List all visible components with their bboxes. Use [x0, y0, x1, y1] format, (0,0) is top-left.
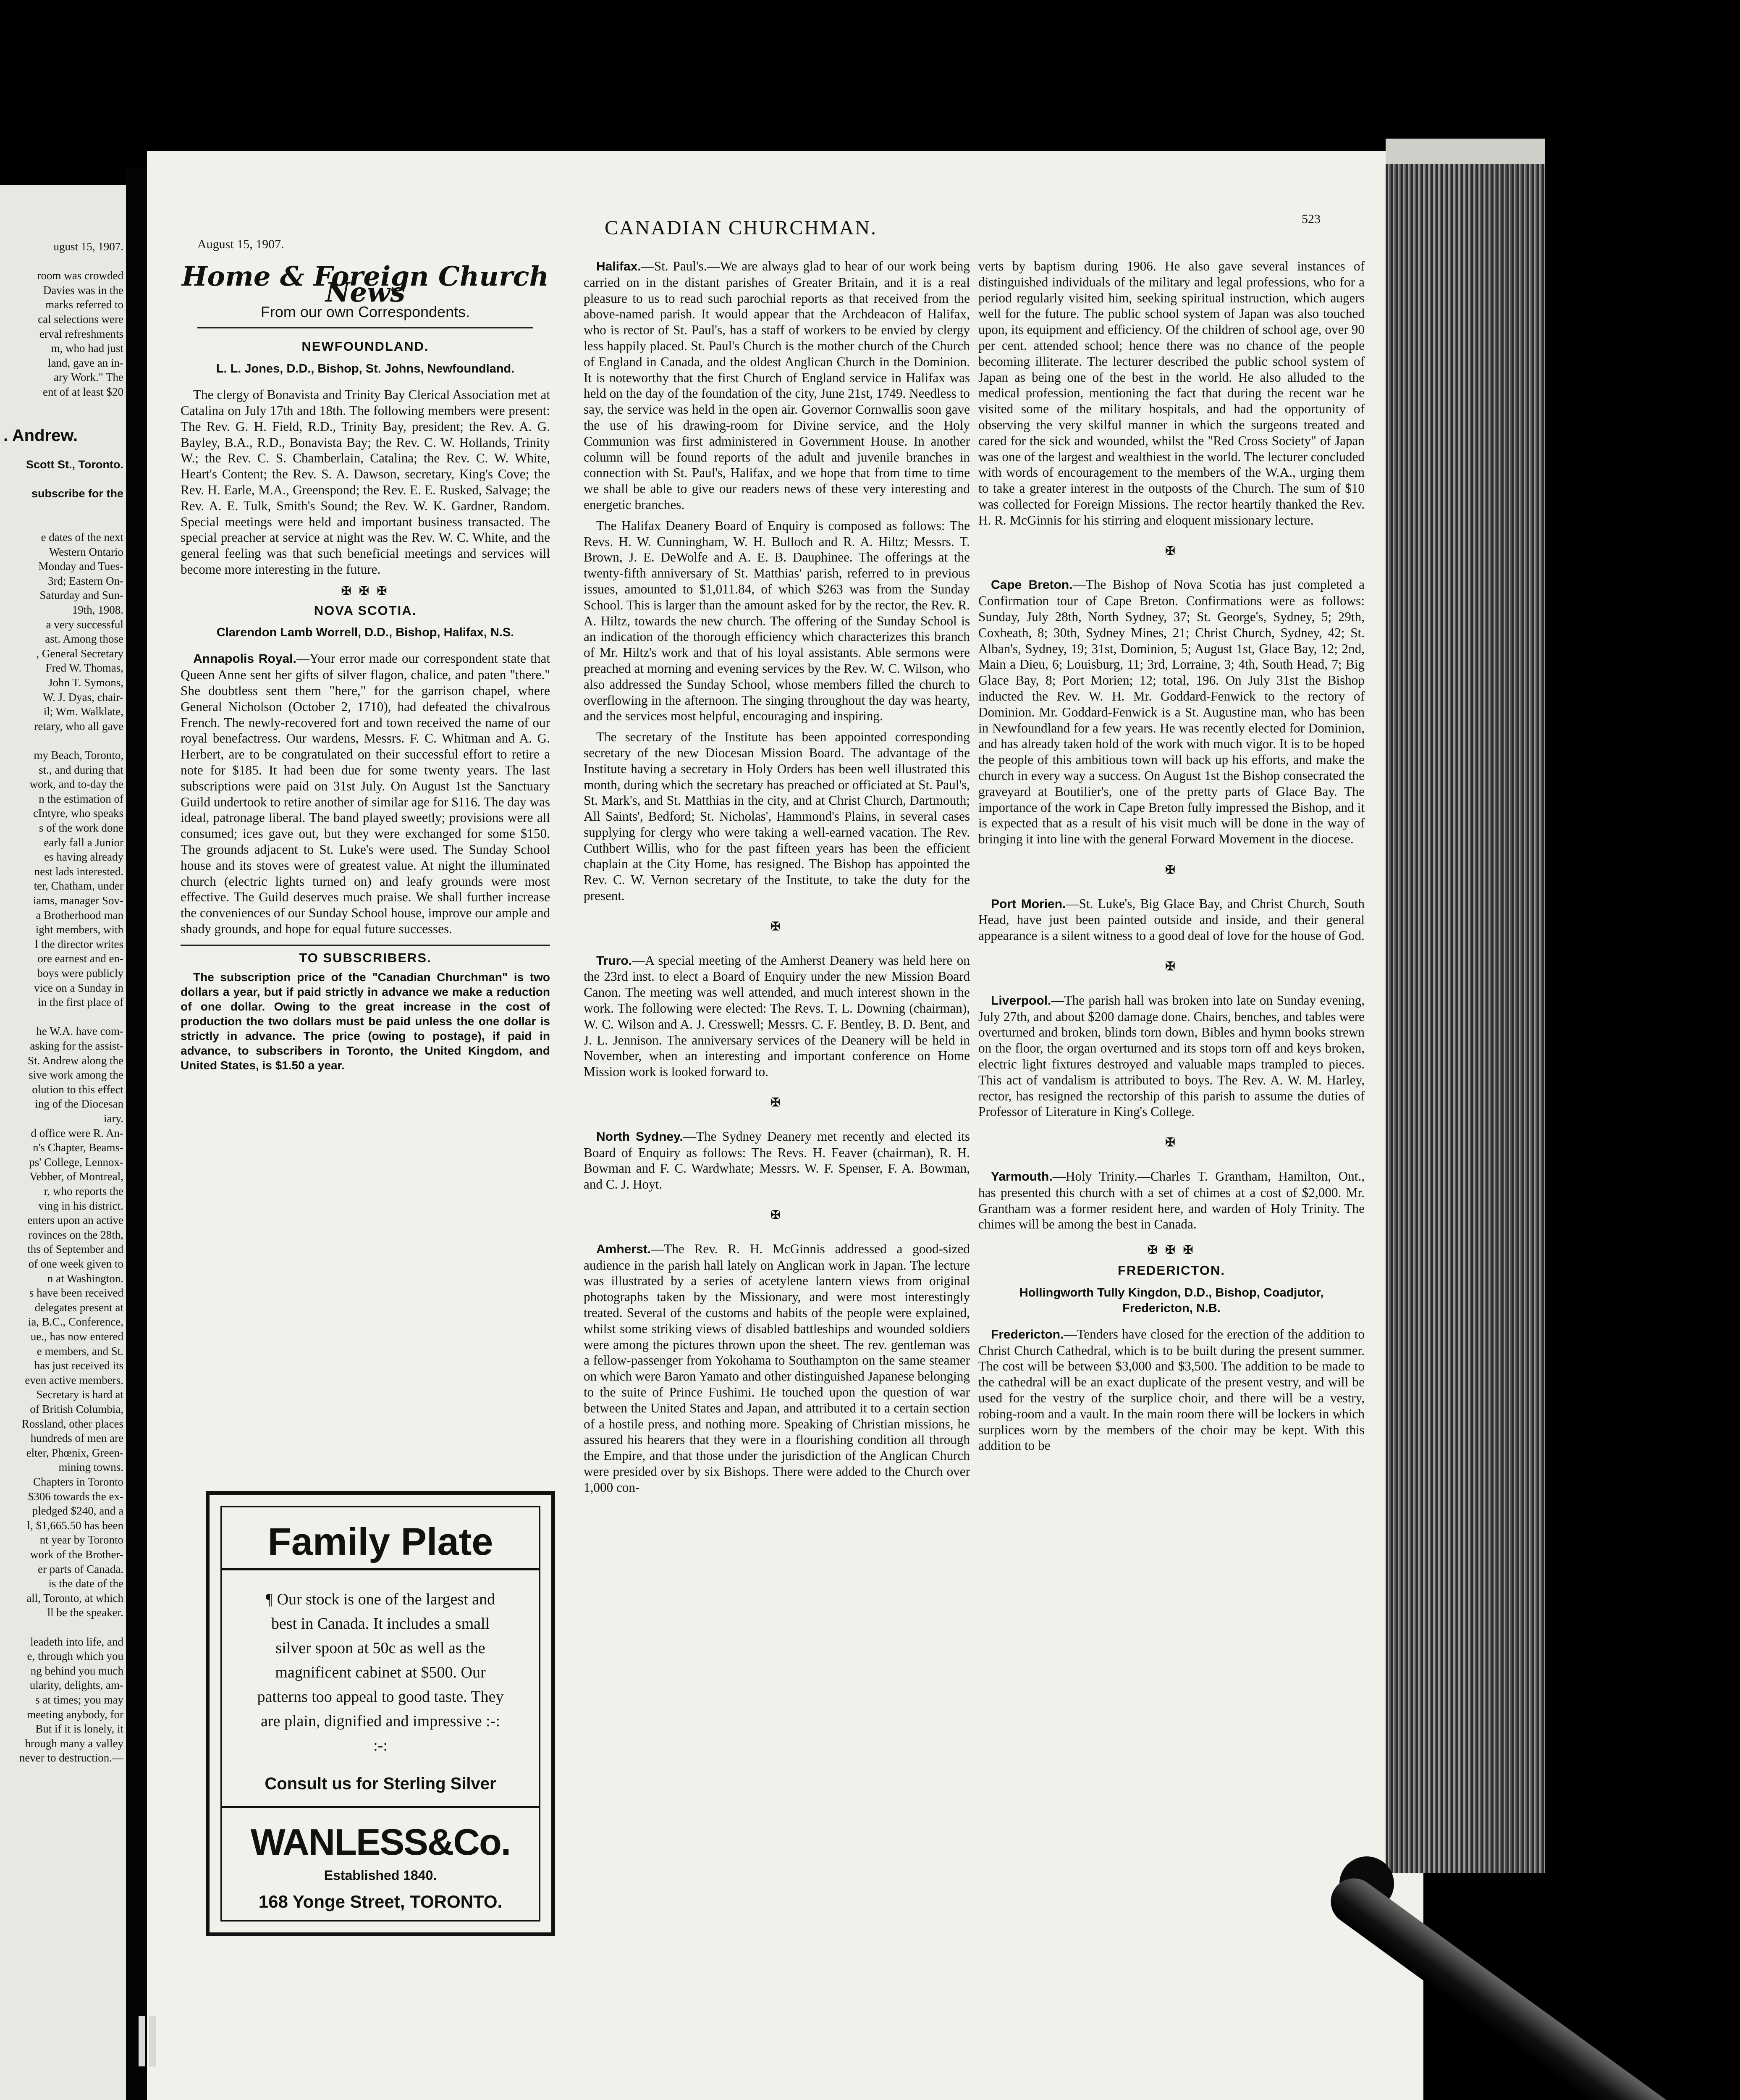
left-page-line: Saturday and Sun- — [39, 589, 123, 602]
left-page-line: ue., has now entered — [30, 1330, 123, 1343]
left-page-line: vice on a Sunday in — [34, 981, 123, 994]
left-page-line: 3rd; Eastern On- — [48, 574, 123, 587]
left-page-line: ter, Chatham, under — [34, 879, 123, 892]
ad-address: 168 Yonge Street, TORONTO. — [258, 1892, 503, 1911]
left-page-line: ng behind you much — [30, 1664, 123, 1677]
article-newfoundland: The clergy of Bonavista and Trinity Bay Clerical Association met at Catalina on July 17th and 18th. The following members were present: The Rev. G. H. Field, R.D., Trinity Bay, president; the Rev. A. G. Bayley, B.A., R.D., Bonavista Bay; the Rev. C. W. Hollands, Trinity W.; the Rev. C. S. Chamberlain, Catalina; the Rev. C. W. White, Heart's Content; the Rev. S. A. Dawson, secretary, King's Cove; the Rev. H. Earle, M.A., Greenspond; the Rev. E. E. Rusked, Salvage; the Rev. A. E. Tulk, Smith's Sound; the Rev. W. K. Gardner, Random. Special meetings were held and important business transacted. The special preacher at service at night was the Rev. W. C. White, and the general feeling was that such beneficial meetings and services will become more interesting in the future. — [181, 387, 550, 577]
bishop-fredericton: Hollingworth Tully Kingdon, D.D., Bishop, Coadjutor, Fredericton, N.B. — [1019, 1286, 1324, 1315]
left-page-line: he W.A. have com- — [36, 1025, 123, 1038]
left-page-line: Scott St., Toronto. — [26, 458, 123, 471]
left-page-line: But if it is lonely, it — [35, 1722, 123, 1735]
running-title: CANADIAN CHURCHMAN. — [605, 217, 878, 239]
left-page-line: a Brotherhood man — [36, 908, 123, 921]
left-page-line: s at times; you may — [35, 1693, 123, 1706]
left-page-line: cal selections were — [38, 313, 123, 326]
left-page-line: ugust 15, 1907. — [53, 240, 123, 253]
place-annapolis: Annapolis Royal. — [193, 652, 296, 666]
left-page-line: cIntyre, who speaks — [33, 807, 123, 820]
left-page-line: land, gave an in- — [48, 356, 123, 369]
left-page-line: subscribe for the — [31, 487, 123, 500]
left-page-line: Western Ontario — [49, 545, 123, 558]
left-page-line: s of the work done — [39, 822, 123, 834]
left-page-line: e, through which you — [27, 1650, 123, 1663]
left-page-line: ths of September and — [27, 1243, 123, 1256]
left-page-line: . Andrew. — [3, 428, 78, 443]
left-page-line: W. J. Dyas, chair- — [43, 690, 123, 704]
page-edges — [1386, 139, 1545, 1873]
left-page-line: Vebber, of Montreal, — [29, 1170, 123, 1183]
place-liverpool: Liverpool. — [991, 993, 1051, 1008]
left-page-line: my Beach, Toronto, — [34, 749, 123, 761]
ad-sterling: Consult us for Sterling Silver — [265, 1774, 496, 1793]
ad-rule — [222, 1568, 539, 1570]
left-page-line: hrough many a valley — [25, 1737, 123, 1750]
left-page-line: ia, B.C., Conference, — [28, 1315, 123, 1328]
left-page-line: ing of the Diocesan — [35, 1097, 123, 1110]
left-page-line: $306 towards the ex- — [28, 1490, 123, 1503]
left-page-line: 19th, 1908. — [72, 604, 123, 616]
left-page-line: boys were publicly — [37, 967, 123, 979]
left-page-line: never to destruction.— — [19, 1751, 123, 1764]
left-page-line: hundreds of men are — [30, 1432, 123, 1445]
left-page-line: asking for the assist- — [30, 1040, 123, 1052]
left-page-line: ps' College, Lennox- — [29, 1155, 123, 1168]
left-page-line: e members, and St. — [37, 1344, 123, 1357]
left-page-line: room was crowded — [37, 269, 123, 282]
left-page-line: ent of at least $20 — [43, 386, 123, 398]
ad-title: Family Plate — [267, 1520, 493, 1563]
place-port-morien: Port Morien. — [991, 897, 1066, 911]
ornament: ✠ ✠ ✠ — [1147, 1244, 1196, 1257]
place-amherst: Amherst. — [596, 1242, 651, 1256]
left-page-line: Monday and Tues- — [38, 560, 123, 573]
ornament: ✠ — [1165, 544, 1178, 558]
place-fredericton: Fredericton. — [991, 1327, 1064, 1341]
page-number: 523 — [1302, 212, 1321, 226]
left-page-line: n the estimation of — [39, 792, 123, 805]
article-annapolis: —Your error made our correspondent state that Queen Anne sent her gifts of silver flagon, chalice, and paten "there." She doubtless sent them "here," for the garrison chapel, where General Nicholson (October 2, 1710), had defeated the chivalrous French. The newly-recovered fort and town received the name of our royal benefactress. Our wardens, Messrs. F. C. Whitman and A. G. Herbert, are to be congratulated on their successful effort to retire a note for $185. It had been due for some twenty years. The last subscriptions were paid on 31st July. On August 1st the Sanctuary Guild undertook to retire another of similar age for $116. The day was ideal, patronage liberal. The band played sweetly; provisions were all consumed; ices gave out, but they were exchanged for some $150. The grounds adjacent to St. Luke's were used. The Sunday School house and its stoves were of greatest value. At night the illuminated church (electric lights turned on) and leafy grounds were most effective. The Guild deserves much praise. We shall further increase the conveniences of our Sunday School house, improve our ample and shady grounds, and hope for equal future successes. — [181, 651, 550, 936]
left-page-line: m, who had just — [51, 342, 123, 355]
left-page-line: s have been received — [29, 1286, 123, 1299]
masthead-subtitle: From our own Correspondents. — [260, 303, 470, 320]
left-page-line: n's Chapter, Beams- — [33, 1141, 123, 1154]
left-page-line: meeting anybody, for — [27, 1708, 123, 1721]
ornament: ✠ — [770, 1209, 783, 1222]
article-amherst-continued: verts by baptism during 1906. He also gave several instances of distinguished individuals of the military and legal professions, who for a period regularly visited him, seeking spiritual instruction, which augers well for the future. The public school system of Japan was also touched upon, its equipment and efficiency. Of the children of school age, over 90 per cent. attended school; hence there was no chance of the people becoming illiterate. The lecturer described the public school system of Japan as being one of the best in the world. He also alluded to the medical profession, mentioning the fact that during the recent war he visited some of the military hospitals, and had the opportunity of observing the very skilful manner in which the surgeons treated and cared for the sick and wounded, whilst the "Red Cross Society" of Japan was one of the largest and wealthiest in the world. The lecturer concluded with words of encouragement to the members of the W.A., urging them to take a greater interest in the outposts of the Church. The sum of $10 was collected for Foreign Missions. The rector heartily thanked the Rev. H. R. McGinnis for his stirring and eloquent missionary lecture. — [978, 259, 1365, 528]
left-page-line: d office were R. An- — [31, 1126, 123, 1139]
ornament: ✠ — [1165, 1136, 1178, 1150]
left-page-line: ary Work." The — [53, 371, 123, 384]
left-page — [0, 185, 126, 2100]
left-page-line: es having already — [44, 850, 123, 864]
column-3 — [978, 258, 1365, 1454]
left-page-line: in the first place of — [38, 996, 123, 1009]
left-page-line: olution to this effect — [32, 1083, 123, 1096]
left-page-line: leadeth into life, and — [30, 1635, 123, 1648]
left-page-line: nest lads interested. — [34, 865, 123, 878]
left-page-line: enters upon an active — [27, 1214, 123, 1227]
left-page-line: of one week given to — [28, 1257, 123, 1270]
article-fredericton: —Tenders have closed for the erection of the addition to Christ Church Cathedral, which is to be built during the present summer. The cost will be between $3,000 and $3,500. The addition to be made to the cathedral will be an exact duplicate of the present vestry, and will be used for the vestry of the surplice choir, and there will be a vestry, robing-room and a vault. In the main room there will be lockers in which surplices worn by the members of the choir may be kept. With this addition to be — [978, 1326, 1365, 1453]
section-nova-scotia: NOVA SCOTIA. — [314, 603, 417, 618]
left-page-line: all, Toronto, at which — [26, 1591, 123, 1604]
left-page-line: early fall a Junior — [44, 836, 123, 849]
left-page-line: l, $1,665.50 has been — [27, 1519, 123, 1532]
left-page-line: nt year by Toronto — [39, 1533, 123, 1546]
page-date: August 15, 1907. — [197, 237, 284, 251]
left-page-line: a very successful — [46, 618, 123, 631]
left-page-line: work, and to-day the — [29, 778, 123, 791]
place-cape-breton: Cape Breton. — [991, 578, 1073, 592]
bishop-newfoundland: L. L. Jones, D.D., Bishop, St. Johns, Newfoundland. — [216, 362, 515, 376]
left-page-line: ving in his district. — [38, 1199, 123, 1212]
column-1 — [181, 261, 550, 1073]
left-page-line: iary. — [104, 1112, 123, 1125]
left-page-line: erval refreshments — [39, 327, 123, 340]
article-deanery: The Halifax Deanery Board of Enquiry is composed as follows: The Revs. H. W. Cunningham, W. H. Bulloch and R. A. Hiltz; Messrs. T. Brown, J. E. DeWolfe and A. E. B. Dauphinee. The offerings at the twenty-fifth anniversary of St. Matthias' parish, referred to in previous issues, amounted to $1,011.84, of which $263 was from the Sunday School. This is larger than the amount asked for by the rector, the Rev. R. A. Hiltz, towards the new church. The offering of the Sunday School is an indication of the thorough efficiency which characterizes this branch of Mr. Hiltz's work and that of his loyal assistants. Able sermons were preached at morning and evening services by the Rev. W. C. Wilson, who also addressed the Sunday School, whose members filled the church to overflowing in the afternoon. The singing throughout the day was hearty, and the services most helpful, encouraging and inspiring. — [584, 518, 970, 724]
article-yarmouth: —Holy Trinity.—Charles T. Grantham, Hamilton, Ont., has presented this church with a set of chimes at a cost of $2,000. Mr. Grantham was a former resident here, and warden of Holy Trinity. The chimes will be among the best in Canada. — [978, 1169, 1365, 1232]
left-page-line: ularity, delights, am- — [29, 1679, 123, 1692]
left-page-line: of British Columbia, — [30, 1403, 123, 1415]
ornament: ✠ — [1165, 960, 1178, 974]
left-page-line: Fred W. Thomas, — [45, 662, 123, 675]
left-page-line: e dates of the next — [41, 531, 123, 543]
article-halifax: —St. Paul's.—We are always glad to hear of our work being carried on in the distant parishes of Greater Britain, and it is a real pleasure to us to read such parochial reports as that received from the above-named parish. It would appear that the Archdeacon of Halifax, who is rector of St. Paul's, has a staff of workers to be envied by clergy less happily placed. St. Paul's Church is the mother church of the Church of England in Canada, and the oldest Anglican Church in the Dominion. It is noteworthy that the first Church of England service in Halifax was held on the day of the foundation of the city, June 21st, 1749. Needless to say, the service was held in the open air. Governor Cornwallis soon gave the use of his drawing-room for Divine service, and the Holy Communion was first administered in Government House. In another column will be found reports of the adult and juvenile branches in connection with St. Paul's, Halifax, and we hope that from time to time we shall be able to give our readers news of these very interesting and energetic branches. — [584, 259, 970, 512]
left-page-line: st., and during that — [39, 763, 123, 776]
left-page-line: John T. Symons, — [48, 676, 123, 689]
article-liverpool: —The parish hall was broken into late on Sunday evening, July 27th, and about $200 damage done. Chairs, benches, and tables were overturned and broken, blinds torn down, Bibles and hymn books strewn on the floor, the organ overturned and its stops torn off and keys broken, electric light fixtures destroyed and valuable maps trampled to pieces. This act of vandalism is attributed to boys. The Rev. A. W. M. Harley, rector, has resigned the rectorship of this parish to assume the duties of Professor of Literature in King's College. — [978, 992, 1365, 1119]
left-page-line: ight members, with — [35, 923, 123, 936]
left-page-line: r, who reports the — [44, 1185, 123, 1197]
left-page-line: sive work among the — [29, 1068, 123, 1082]
place-truro: Truro. — [596, 953, 632, 968]
ad-rule — [222, 1806, 539, 1808]
left-page-line: il; Wm. Walklate, — [43, 705, 123, 718]
left-page-line: Chapters in Toronto — [33, 1475, 123, 1488]
article-port-morien: —St. Luke's, Big Glace Bay, and Christ Church, South Head, have just been painted outside and inside, and their general appearance is a silent witness to a good deal of love for the house of God. — [978, 896, 1365, 943]
section-fredericton: FREDERICTON. — [1118, 1263, 1225, 1278]
left-page-line: ore earnest and en- — [37, 952, 123, 965]
article-north-sydney: —The Sydney Deanery met recently and elected its Board of Enquiry as follows: The Revs. H. Feaver (chairman), R. H. Bowman and F. C. Wardwhate; Messrs. W. F. Spenser, F. A. Bowman, and C. J. Hoyt. — [584, 1129, 970, 1192]
ornament: ✠ — [770, 1096, 783, 1110]
left-page-line: retary, who all gave — [34, 719, 123, 732]
advertisement — [206, 1491, 555, 1936]
ad-established: Established 1840. — [324, 1868, 437, 1883]
section-newfoundland: NEWFOUNDLAND. — [301, 339, 429, 354]
left-page-line: iams, manager Sov- — [33, 894, 123, 907]
subscribers-notice: The subscription price of the "Canadian Churchman" is two dollars a year, but if paid strictly in advance we make a reduction of one dollar. Owing to the great increase in the cost of production the two dollars must be paid unless the one dollar is strictly in advance. The price (owing to postage), if paid in advance, to subscribers in Toronto, the United Kingdom, and United States, is $1.50 a year. — [181, 971, 550, 1072]
film-mark — [149, 2016, 156, 2066]
place-yarmouth: Yarmouth. — [991, 1170, 1053, 1184]
left-page-line: rovinces on the 28th, — [28, 1228, 123, 1241]
left-page-line: l the director writes — [35, 937, 123, 950]
ad-body: ¶ Our stock is one of the largest and best in Canada. It includes a small silver spoon at 50c as well as the magnificent cabinet at $500. Our patterns too appeal to good taste. They are plain, dignified and impressive :-: :-: — [257, 1591, 504, 1754]
article-cape-breton: —The Bishop of Nova Scotia has just completed a Confirmation tour of Cape Breton. Confirmations were as follows: Sunday, July 28th, North Sydney, 37; St. George's, Sydney, 5; 29th, Coxheath, 8; 30th, Sydney Mines, 21; Christ Church, Sydney, 42; St. Alban's, Sydney, 19; 31st, Dominion, 5; August 1st, Glace Bay, 12; 2nd, Main a Dieu, 6; Louisburg, 11; 3rd, Lorraine, 3; 4th, South Head, 7; Big Glace Bay, 8; Port Morien; 12; total, 196. On July 31st the Bishop inducted the Rev. W. H. Mr. Goddard-Fenwick to the rectory of Dominion. Mr. Goddard-Fenwick is a St. Augustine man, who has been in Newfoundland for a few years. He was recently elected for Dominion, and has already taken hold of the work with much vigor. It is to be hoped the people of this ambitious town will back up his efforts, and make the church in every way a success. On August 1st the Bishop consecrated the graveyard at Boutilier's, one of the pretty parts of Glace Bay. The importance of the work in Cape Breton fully impressed the Bishop, and it is expected that as a result of his visit much will be done in the way of bringing it into line with the general Forward Movement in the diocese. — [978, 577, 1365, 847]
left-page-line: Secretary is hard at — [36, 1388, 123, 1401]
ornament: ✠ — [1165, 863, 1178, 877]
column-2 — [584, 258, 970, 1496]
left-page-line: n at Washington. — [47, 1272, 123, 1285]
left-page-line: elter, Phœnix, Green- — [26, 1446, 123, 1459]
left-page-line: is the date of the — [48, 1577, 123, 1590]
left-page-line: mining towns. — [58, 1461, 123, 1474]
left-page-line: delegates present at — [34, 1301, 123, 1314]
left-page-line: ast. Among those — [45, 633, 123, 646]
left-page-line: ll be the speaker. — [47, 1606, 123, 1619]
article-institute: The secretary of the Institute has been appointed corresponding secretary of the new Diocesan Mission Board. The advantage of the Institute having a secretary in Holy Orders has been well illustrated this month, during which the secretary has preached or officiated at St. Paul's, St. Mark's, and St. Matthias in the city, and at Christ Church, Dartmouth; All Saints', Bedford; St. Nicholas', Hammond's Plains, in several cases supplying for clergy who were taking a well-earned vacation. The Rev. Cuthbert Willis, who for the past fifteen years has been the efficient chaplain at the City Home, has resigned. The Bishop has appointed the Rev. C. W. Vernon secretary of the Institute, to take the duty for the present. — [584, 730, 970, 903]
left-page-line: has just received its — [34, 1359, 123, 1372]
ad-company: WANLESS&Co. — [250, 1821, 511, 1863]
article-amherst: —The Rev. R. H. McGinnis addressed a good-sized audience in the parish hall lately on Anglican work in Japan. The lecture was illustrated by a series of acetylene lantern views from original photographs taken by the Missionary, and were most interestingly treated. Several of the customs and habits of the people were explained, whilst some striking views of disabled battleships and wounded soldiers were among the pictures thrown upon the sheet. The rev. gentleman was a fellow-passenger from Yokohama to Southampton on the same steamer on which were Baron Yamato and other distinguished Japanese belonging to the suite of Prince Fushimi. He touched upon the question of war between the United States and Japan, and attributed it to a certain section of a hostile press, and nothing more. Speaking of Christian missions, he assured his hearers that they were in a flourishing condition all through the Empire, and that those under the jurisdiction of the Anglican Church were presided over by six Bishops. There were added to the Church over 1,000 con- — [584, 1241, 970, 1495]
masthead: Home & Foreign Church News — [181, 261, 549, 308]
left-page-line: marks referred to — [45, 298, 123, 311]
left-page-line: St. Andrew along the — [28, 1054, 123, 1067]
bishop-nova-scotia: Clarendon Lamb Worrell, D.D., Bishop, Halifax, N.S. — [216, 626, 514, 640]
ornament: ✠ — [770, 920, 783, 933]
article-truro: —A special meeting of the Amherst Deanery was held here on the 23rd inst. to elect a Board of Enquiry under the new Mission Board Canon. The meeting was well attended, and much interest shown in the work. The following were elected: The Revs. T. L. Downing (chairman), W. C. Wilson and A. J. Cresswell; Messrs. C. F. Bentley, B. D. Bent, and J. L. Jennison. The anniversary services of the Deanery will be held in November, when an interesting and important conference on Home Mission work is looked forward to. — [584, 953, 970, 1079]
rule — [197, 327, 533, 328]
ornament: ✠ ✠ ✠ — [341, 584, 390, 598]
left-page-line: Rossland, other places — [21, 1417, 123, 1430]
left-page-line: even active members. — [25, 1373, 123, 1386]
left-page-line: , General Secretary — [36, 647, 123, 660]
film-mark — [139, 2016, 145, 2066]
rule — [181, 945, 550, 946]
page-edges-top — [1386, 139, 1545, 164]
place-halifax: Halifax. — [596, 260, 641, 273]
left-page-line: er parts of Canada. — [38, 1562, 123, 1575]
place-north-sydney: North Sydney. — [596, 1129, 683, 1144]
left-page-line: work of the Brother- — [30, 1548, 123, 1561]
left-page-line: pledged $240, and a — [32, 1504, 123, 1517]
left-page-line: Davies was in the — [43, 284, 123, 297]
section-subscribers: TO SUBSCRIBERS. — [299, 950, 432, 965]
